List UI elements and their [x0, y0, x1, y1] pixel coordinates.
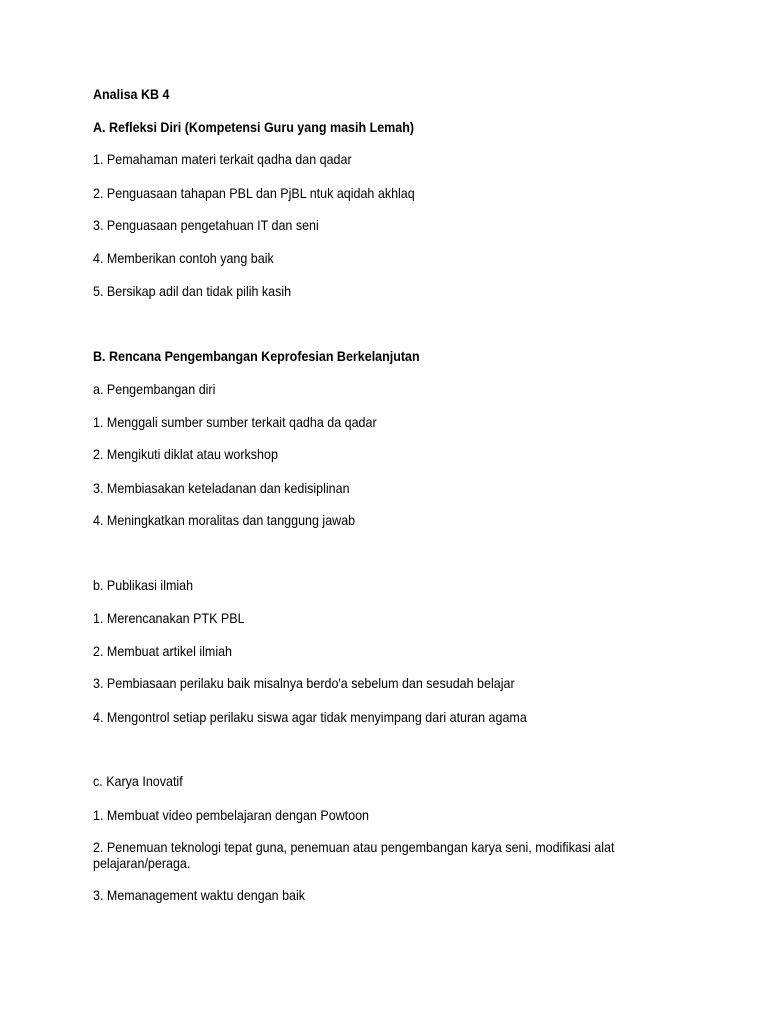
list-item: 1. Membuat video pembelajaran dengan Powtoon	[93, 807, 370, 823]
list-item: 5. Bersikap adil dan tidak pilih kasih	[93, 284, 292, 299]
list-item: 2. Membuat artikel ilmiah	[93, 643, 233, 659]
list-item: 3. Memanagement waktu dengan baik	[93, 888, 306, 903]
document-page	[93, 87, 653, 904]
list-item: 4. Meningkatkan moralitas dan tanggung jawab	[93, 513, 356, 528]
subsection-c-heading: c. Karya Inovatif	[93, 774, 183, 789]
list-item: 3. Penguasaan pengetahuan IT dan seni	[93, 218, 319, 233]
list-item: 2. Penemuan teknologi tepat guna, penemuan atau pengembangan karya seni, modifikasi alat pelajaran/peraga.	[93, 840, 615, 871]
list-item: 4. Memberikan contoh yang baik	[93, 250, 274, 266]
list-item: 3. Membiasakan keteladanan dan kedisiplinan	[93, 480, 350, 496]
list-item: 1. Menggali sumber sumber terkait qadha da qadar	[93, 414, 377, 430]
list-item: 3. Pembiasaan perilaku baik misalnya berdo'a sebelum dan sesudah belajar	[93, 676, 515, 691]
document-title: Analisa KB 4	[93, 87, 170, 102]
list-item: 2. Mengikuti diklat atau workshop	[93, 447, 278, 462]
list-item: 1. Merencanakan PTK PBL	[93, 611, 245, 626]
list-item: 4. Mengontrol setiap perilaku siswa agar tidak menyimpang dari aturan agama	[93, 709, 527, 725]
section-b-heading: B. Rencana Pengembangan Keprofesian Berkelanjutan	[93, 348, 420, 364]
subsection-a-heading: a. Pengembangan diri	[93, 382, 216, 397]
subsection-b-heading: b. Publikasi ilmiah	[93, 577, 194, 593]
section-a-heading: A. Refleksi Diri (Kompetensi Guru yang masih Lemah)	[93, 119, 415, 135]
list-item: 2. Penguasaan tahapan PBL dan PjBL ntuk aqidah akhlaq	[93, 185, 415, 201]
list-item: 1. Pemahaman materi terkait qadha dan qadar	[93, 152, 352, 167]
